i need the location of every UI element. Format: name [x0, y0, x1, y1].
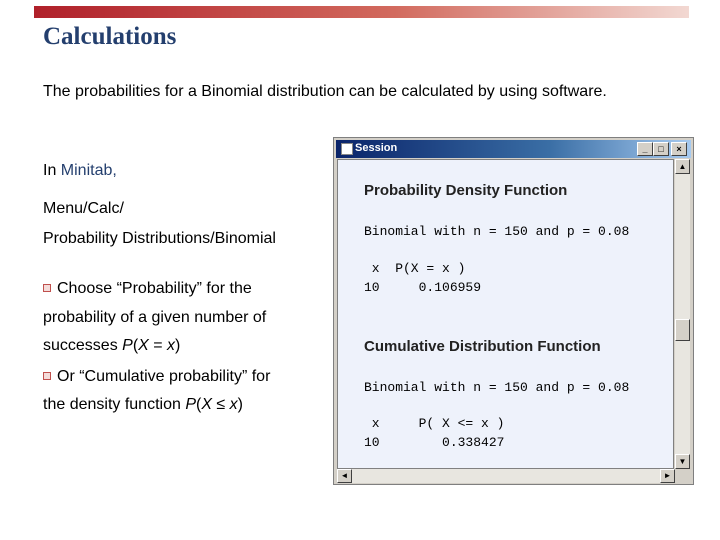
- bullet-icon: [43, 284, 51, 292]
- math-X: X: [201, 396, 212, 413]
- text: ≤: [211, 396, 230, 413]
- minimize-button[interactable]: _: [637, 142, 653, 156]
- session-window-icon: [341, 143, 353, 155]
- session-titlebar[interactable]: [336, 140, 691, 158]
- text: =: [148, 337, 168, 354]
- math-P: P: [185, 396, 196, 413]
- scroll-up-button[interactable]: ▲: [675, 159, 690, 174]
- slide-title: Calculations: [43, 23, 177, 50]
- bullet-2-text-1: Or “Cumulative probability” for: [57, 368, 271, 385]
- math-P: P: [122, 337, 133, 354]
- bullet-2-line-2: [43, 396, 243, 414]
- session-output[interactable]: [337, 159, 674, 469]
- bullet-icon: [43, 372, 51, 380]
- maximize-button[interactable]: □: [653, 142, 669, 156]
- bullet-2-line-1: [43, 368, 270, 386]
- vertical-scroll-thumb[interactable]: [675, 319, 690, 341]
- math-X: X: [138, 337, 149, 354]
- title-accent-bar: [34, 6, 689, 18]
- session-window-title: Session: [355, 142, 398, 154]
- text: (: [195, 396, 202, 413]
- horizontal-scrollbar[interactable]: [337, 469, 675, 483]
- vertical-scrollbar[interactable]: [675, 159, 690, 469]
- pdf-params: Binomial with n = 150 and p = 0.08: [364, 224, 630, 239]
- cdf-result-row: 10 0.338427: [364, 435, 505, 450]
- menu-path: Menu/Calc/: [43, 200, 124, 217]
- bullet-1-line-2: probability of a given number of: [43, 309, 267, 326]
- scrollbar-corner: [675, 469, 690, 483]
- text: (: [132, 337, 139, 354]
- scroll-left-button[interactable]: ◄: [337, 469, 352, 483]
- cdf-column-header: x P( X <= x ): [364, 416, 505, 431]
- bullet-1-line-3: [43, 337, 180, 355]
- pdf-heading: Probability Density Function: [364, 182, 568, 199]
- cdf-heading: Cumulative Distribution Function: [364, 338, 601, 355]
- bullet-1-text-1: Choose “Probability” for the: [57, 280, 252, 297]
- minitab-line: [43, 162, 117, 180]
- math-x: x: [229, 396, 238, 413]
- math-x: x: [167, 337, 176, 354]
- session-window: [333, 137, 694, 485]
- pdf-column-header: x P(X = x ): [364, 261, 466, 276]
- cdf-params: Binomial with n = 150 and p = 0.08: [364, 380, 630, 395]
- text: successes: [43, 337, 123, 354]
- minitab-label: Minitab,: [60, 162, 117, 179]
- menu-path-binomial: Probability Distributions/Binomial: [43, 230, 276, 247]
- scroll-right-button[interactable]: ►: [660, 469, 675, 483]
- pdf-result-row: 10 0.106959: [364, 280, 482, 295]
- text: ): [175, 337, 181, 354]
- text: the density function: [43, 396, 186, 413]
- bullet-1-line-1: [43, 280, 252, 298]
- intro-text: The probabilities for a Binomial distribution can be calculated by using software.: [43, 83, 607, 100]
- minitab-prefix: In: [43, 162, 61, 179]
- scroll-down-button[interactable]: ▼: [675, 454, 690, 469]
- text: ): [237, 396, 243, 413]
- close-button[interactable]: ×: [671, 142, 687, 156]
